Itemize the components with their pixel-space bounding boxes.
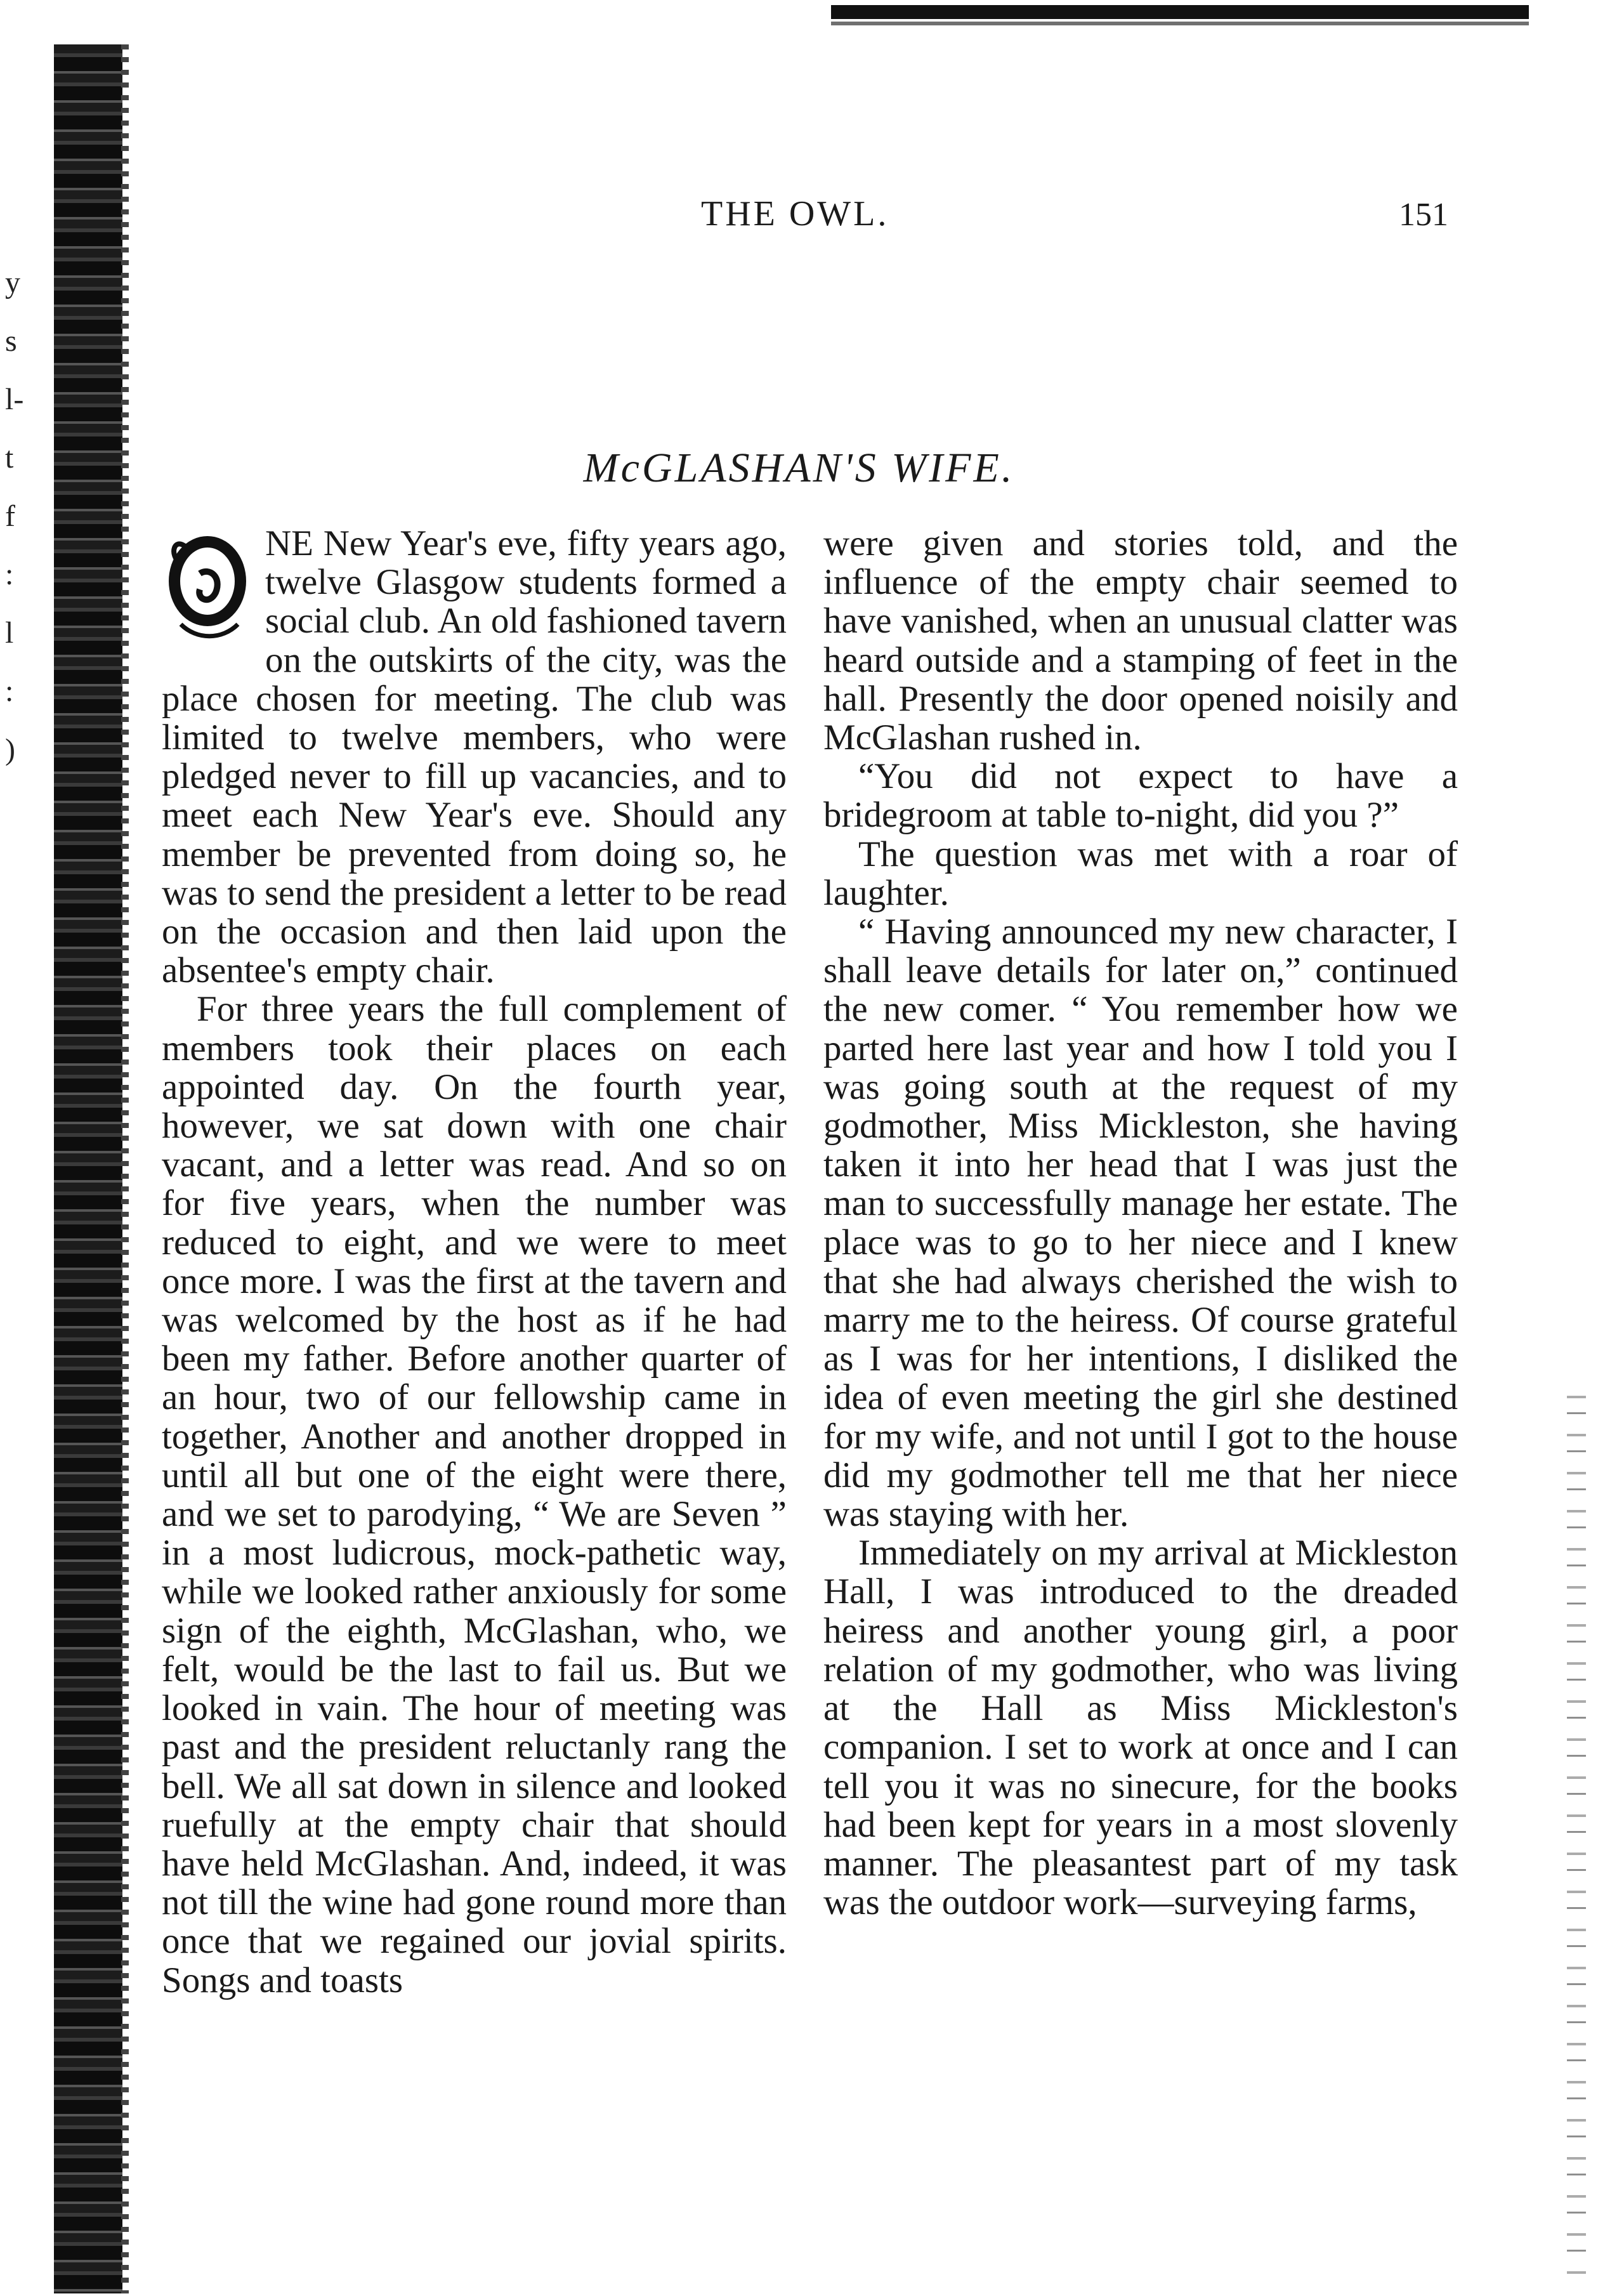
top-rule [831, 5, 1529, 19]
margin-mark: s [5, 324, 17, 358]
scan-speckle [1567, 1396, 1586, 2284]
margin-mark: : [5, 558, 14, 591]
binding-edge [54, 44, 122, 2293]
paragraph: were given and stories told, and the influence of the empty chair seemed to have vanished, when an unusual clatter was heard outside and a stamping of feet in the hall. Presently the door opened noisily and McGlashan rushed in. [823, 523, 1458, 758]
drop-cap [162, 529, 254, 643]
paragraph: “ Having announced my new character, I shall leave details for later on,” continued the new comer. “ You remember how we parted here last year and how I told you I was going south at the request of my godmother, Miss Mickleston, she having taken it into her head that I was just the man to successfully manage her estate. The place was to go to her niece and I knew that she had always cherished the wish to marry me to the heiress. Of course grateful as I was for her intentions, I disliked the idea of even meeting the girl she destined for my wife, and not until I got to the house did my godmother tell me that her niece was staying with her. [823, 912, 1458, 1535]
margin-mark: l- [5, 383, 24, 416]
page-number: 151 [1399, 197, 1448, 233]
margin-mark: ) [5, 733, 15, 766]
paragraph: NE New Year's eve, fifty years ago, twelve Glasgow students formed a social club. An old fashioned tavern on the outskirts of the city, was the place chosen for meeting. The club was limited to twelve members, who were pledged never to fill up vacancies, and to meet each New Year's eve. Should any member be prevented from doing so, he was to send the president a letter to be read on the occasion and then laid upon the absentee's empty chair. [162, 523, 787, 991]
paragraph: For three years the full complement of members took their places on each appointed day. On the fourth year, however, we sat down with one chair vacant, and a letter was read. And so on for five years, when the number was reduced to eight, and we were to meet once more. I was the first at the tavern and was welcomed by the host as if he had been my father. Before another quarter of an hour, two of our fellowship came in together, Another and another dropped in until all but one of the eight were there, and we set to parodying, “ We are Seven ” in a most ludicrous, mock-pathetic way, while we looked rather anxiously for some sign of the eighth, McGlashan, who, we felt, would be the last to fail us. But we looked in vain. The hour of meeting was past and the president reluctanly rang the bell. We all sat down in silence and looked ruefully at the empty chair that should have held McGlashan. And, indeed, it was not till the wine had gone round more than once that we regained our jovial spirits. Songs and toasts [162, 989, 787, 2000]
article-title: McGLASHAN'S WIFE. [583, 445, 1015, 491]
margin-mark: : [5, 674, 14, 708]
paragraph: The question was met with a roar of laughter. [823, 834, 1458, 913]
left-column [162, 524, 787, 2000]
right-column [823, 524, 1458, 1922]
margin-mark: l [5, 616, 14, 650]
margin-marks [5, 254, 30, 779]
running-title: THE OWL. [701, 194, 889, 233]
margin-mark: y [5, 266, 20, 299]
paragraph: Immediately on my arrival at Mickleston Hall, I was introduced to the dreaded heiress and another young girl, a poor relation of my godmother, who was living at the Hall as Miss Mickleston's companion. I set to work at once and I can tell you it was no sinecure, for the books had been kept for years in a most slovenly manner. The pleasantest part of my task was the outdoor work—surveying farms, [823, 1533, 1458, 1923]
drop-cap-ornament-icon [162, 529, 254, 643]
margin-mark: t [5, 441, 14, 475]
paragraph: “You did not expect to have a bridegroom at table to-night, did you ?” [823, 756, 1458, 836]
margin-mark: f [5, 499, 15, 533]
page-header [0, 194, 1598, 238]
